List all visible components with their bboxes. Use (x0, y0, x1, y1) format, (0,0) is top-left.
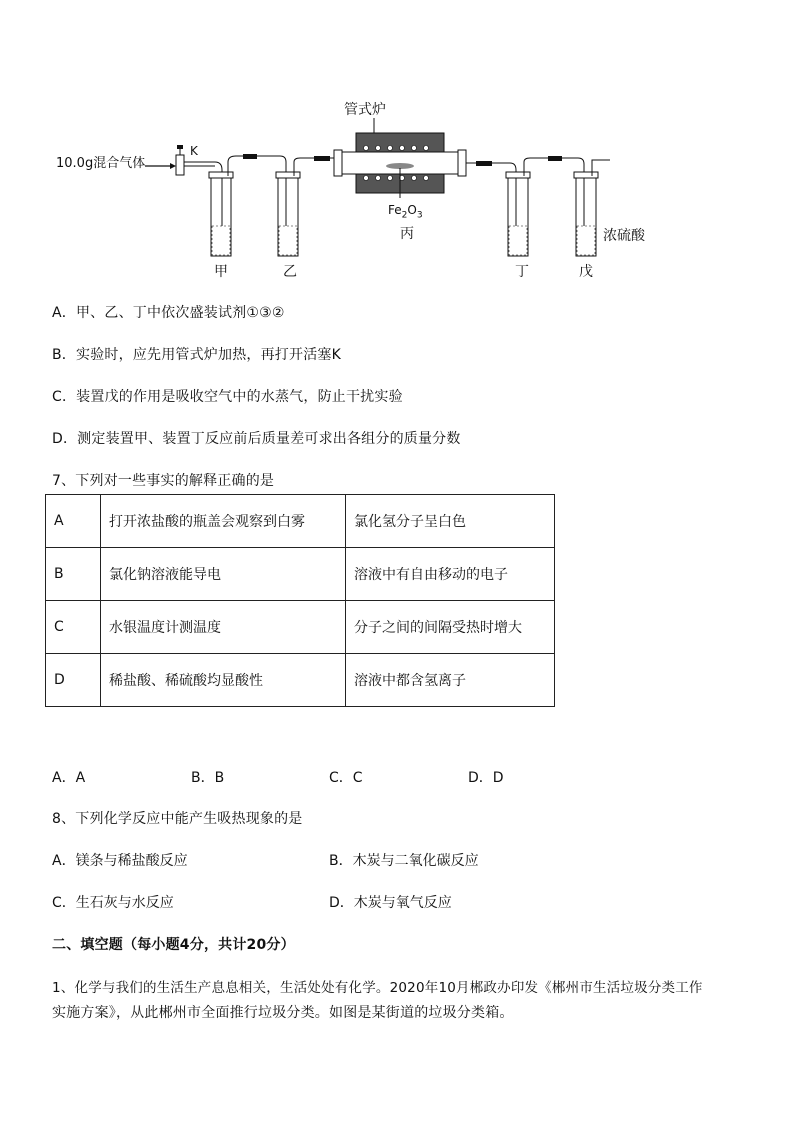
q7-option-d: D．D (468, 770, 504, 786)
table-row (46, 495, 555, 548)
table-cell-explanation: 分子之间的间隔受热时增大 (346, 601, 555, 654)
q8-option-a: A．镁条与稀盐酸反应 (52, 853, 188, 869)
absorption-tube-jia (209, 156, 258, 256)
table-cell-key: B (46, 548, 101, 601)
table-cell-fact: 稀盐酸、稀硫酸均显酸性 (101, 654, 346, 707)
jia-label: 甲 (214, 264, 228, 280)
q7-stem: 7、下列对一些事实的解释正确的是 (52, 473, 275, 489)
tube-furnace (334, 118, 466, 198)
wu-label: 戊 (579, 264, 593, 280)
fe2o3-fe: Fe (388, 203, 402, 217)
table-cell-fact: 水银温度计测温度 (101, 601, 346, 654)
table-cell-key: A (46, 495, 101, 548)
gas-inlet-arrow (145, 163, 176, 169)
acid-label: 浓硫酸 (603, 228, 645, 244)
q8-option-d: D．木炭与氧气反应 (329, 895, 452, 911)
absorption-tube-ding (506, 158, 578, 256)
table-row (46, 548, 555, 601)
yi-label: 乙 (283, 264, 297, 280)
q7-option-a: A．A (52, 770, 86, 786)
absorption-tube-yi (276, 158, 338, 256)
q8-stem: 8、下列化学反应中能产生吸热现象的是 (52, 811, 303, 827)
furnace-label: 管式炉 (344, 102, 386, 118)
connector-4 (548, 156, 562, 161)
q6-option-d: D．测定装置甲、装置丁反应前后质量差可求出各组分的质量分数 (52, 431, 461, 447)
fill-q1-line2: 实施方案》，从此郴州市全面推行垃圾分类。如图是某街道的垃圾分类箱。 (52, 1005, 514, 1021)
q7-option-c: C．C (329, 770, 363, 786)
table-row (46, 654, 555, 707)
table-cell-fact: 打开浓盐酸的瓶盖会观察到白雾 (101, 495, 346, 548)
q7-option-b: B．B (191, 770, 225, 786)
fe2o3-sub-3: 3 (416, 210, 423, 221)
table-cell-key: D (46, 654, 101, 707)
table-cell-explanation: 溶液中有自由移动的电子 (346, 548, 555, 601)
valve-k-label: K (190, 144, 198, 158)
table-cell-fact: 氯化钠溶液能导电 (101, 548, 346, 601)
table-row (46, 601, 555, 654)
connector-3 (466, 161, 510, 166)
bing-label: 丙 (400, 226, 414, 242)
table-cell-explanation: 溶液中都含氢离子 (346, 654, 555, 707)
fe2o3-o: O (407, 203, 417, 217)
apparatus-diagram (0, 90, 794, 290)
table-cell-key: C (46, 601, 101, 654)
q6-option-b: B．实验时，应先用管式炉加热，再打开活塞K (52, 347, 341, 363)
fe2o3-sub-2: 2 (401, 210, 408, 221)
q7-table (45, 494, 555, 707)
q6-option-a: A．甲、乙、丁中依次盛装试剂①③② (52, 305, 285, 321)
q8-option-c: C．生石灰与水反应 (52, 895, 174, 911)
fill-q1-line1: 1、化学与我们的生活生产息息相关，生活处处有化学。2020年10月郴政办印发《郴州市生活垃圾分类工作 (52, 980, 703, 996)
apparatus-drawing (0, 90, 794, 290)
gas-label: 10.0g混合气体 (56, 156, 146, 171)
fe2o3-label (388, 202, 423, 223)
section-heading: 二、填空题（每小题4分，共计20分） (52, 937, 295, 953)
q8-option-b: B．木炭与二氧化碳反应 (329, 853, 479, 869)
connector-1 (243, 154, 286, 162)
ding-label: 丁 (515, 264, 529, 280)
q6-option-c: C．装置戊的作用是吸收空气中的水蒸气，防止干扰实验 (52, 389, 403, 405)
connector-2 (314, 156, 330, 161)
table-cell-explanation: 氯化氢分子呈白色 (346, 495, 555, 548)
